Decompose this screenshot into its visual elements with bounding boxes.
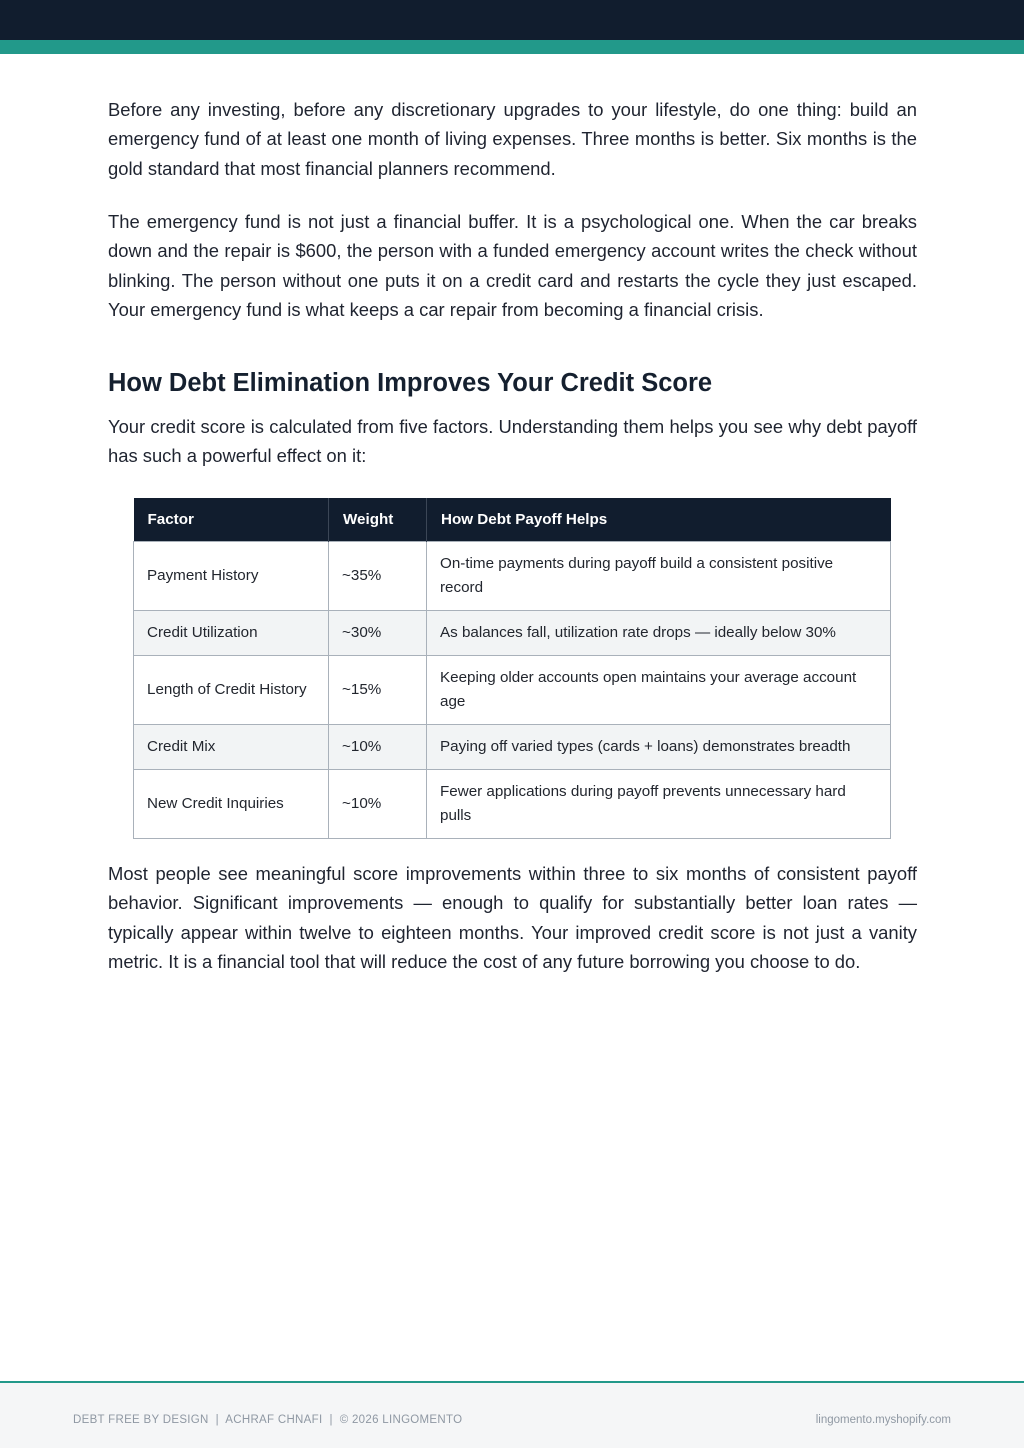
- weight-cell: ~35%: [329, 541, 427, 610]
- paragraph-intro: Your credit score is calculated from five factors. Understanding them helps you see why debt payoff has such a powerful effect on it:: [108, 416, 917, 467]
- paragraph-closing: Most people see meaningful score improvements within three to six months of consistent payoff behavior. Significant improvements — enough to qualify for substantially better loan rates — typically appear within twelve to eighteen months. Your improved credit score is not just a vanity metric. It is a financial tool that will reduce the cost of any future borrowing you choose to do.: [108, 863, 917, 972]
- weight-cell: ~10%: [329, 724, 427, 769]
- column-header-how-payoff-helps: How Debt Payoff Helps: [427, 498, 891, 541]
- description-cell: Fewer applications during payoff prevents unnecessary hard pulls: [427, 769, 891, 838]
- column-header-weight: Weight: [329, 498, 427, 541]
- credit-factors-table: [133, 498, 891, 839]
- weight-cell: ~10%: [329, 769, 427, 838]
- table-row: [134, 610, 891, 655]
- footer-website-link[interactable]: lingomento.myshopify.com: [815, 1414, 951, 1426]
- weight-cell: ~15%: [329, 655, 427, 724]
- table-header-row: [134, 498, 891, 541]
- page-footer: [0, 1381, 1024, 1448]
- factor-cell: Credit Mix: [134, 724, 329, 769]
- column-header-factor: Factor: [134, 498, 329, 541]
- paragraph-emergency-fund: Before any investing, before any discretionary upgrades to your lifestyle, do one thing: build an emergency fund of at least one month of living expenses. Three months is better. Six months is the gold standard that most financial planners recommend.: [108, 99, 917, 179]
- table-row: [134, 724, 891, 769]
- factor-cell: Credit Utilization: [134, 610, 329, 655]
- description-cell: As balances fall, utilization rate drops — ideally below 30%: [427, 610, 891, 655]
- footer-credits: DEBT FREE BY DESIGN | ACHRAF CHNAFI | © 2026 LINGOMENTO: [73, 1414, 463, 1426]
- factor-cell: Payment History: [134, 541, 329, 610]
- header-accent-stripe: [0, 40, 1024, 54]
- factor-cell: Length of Credit History: [134, 655, 329, 724]
- header-bar: [0, 0, 1024, 40]
- description-cell: Paying off varied types (cards + loans) demonstrates breadth: [427, 724, 891, 769]
- table-row: [134, 769, 891, 838]
- paragraph-psychological-buffer: The emergency fund is not just a financial buffer. It is a psychological one. When the car breaks down and the repair is $600, the person with a funded emergency account writes the check without blinking. The person without one puts it on a credit card and restarts the cycle they just escaped. Your emergency fund is what keeps a car repair from becoming a financial crisis.: [108, 211, 917, 320]
- description-cell: Keeping older accounts open maintains your average account age: [427, 655, 891, 724]
- description-cell: On-time payments during payoff build a consistent positive record: [427, 541, 891, 610]
- factors-table: [133, 498, 891, 839]
- weight-cell: ~30%: [329, 610, 427, 655]
- section-heading: How Debt Elimination Improves Your Credit Score: [108, 369, 713, 397]
- table-row: [134, 655, 891, 724]
- factor-cell: New Credit Inquiries: [134, 769, 329, 838]
- table-row: [134, 541, 891, 610]
